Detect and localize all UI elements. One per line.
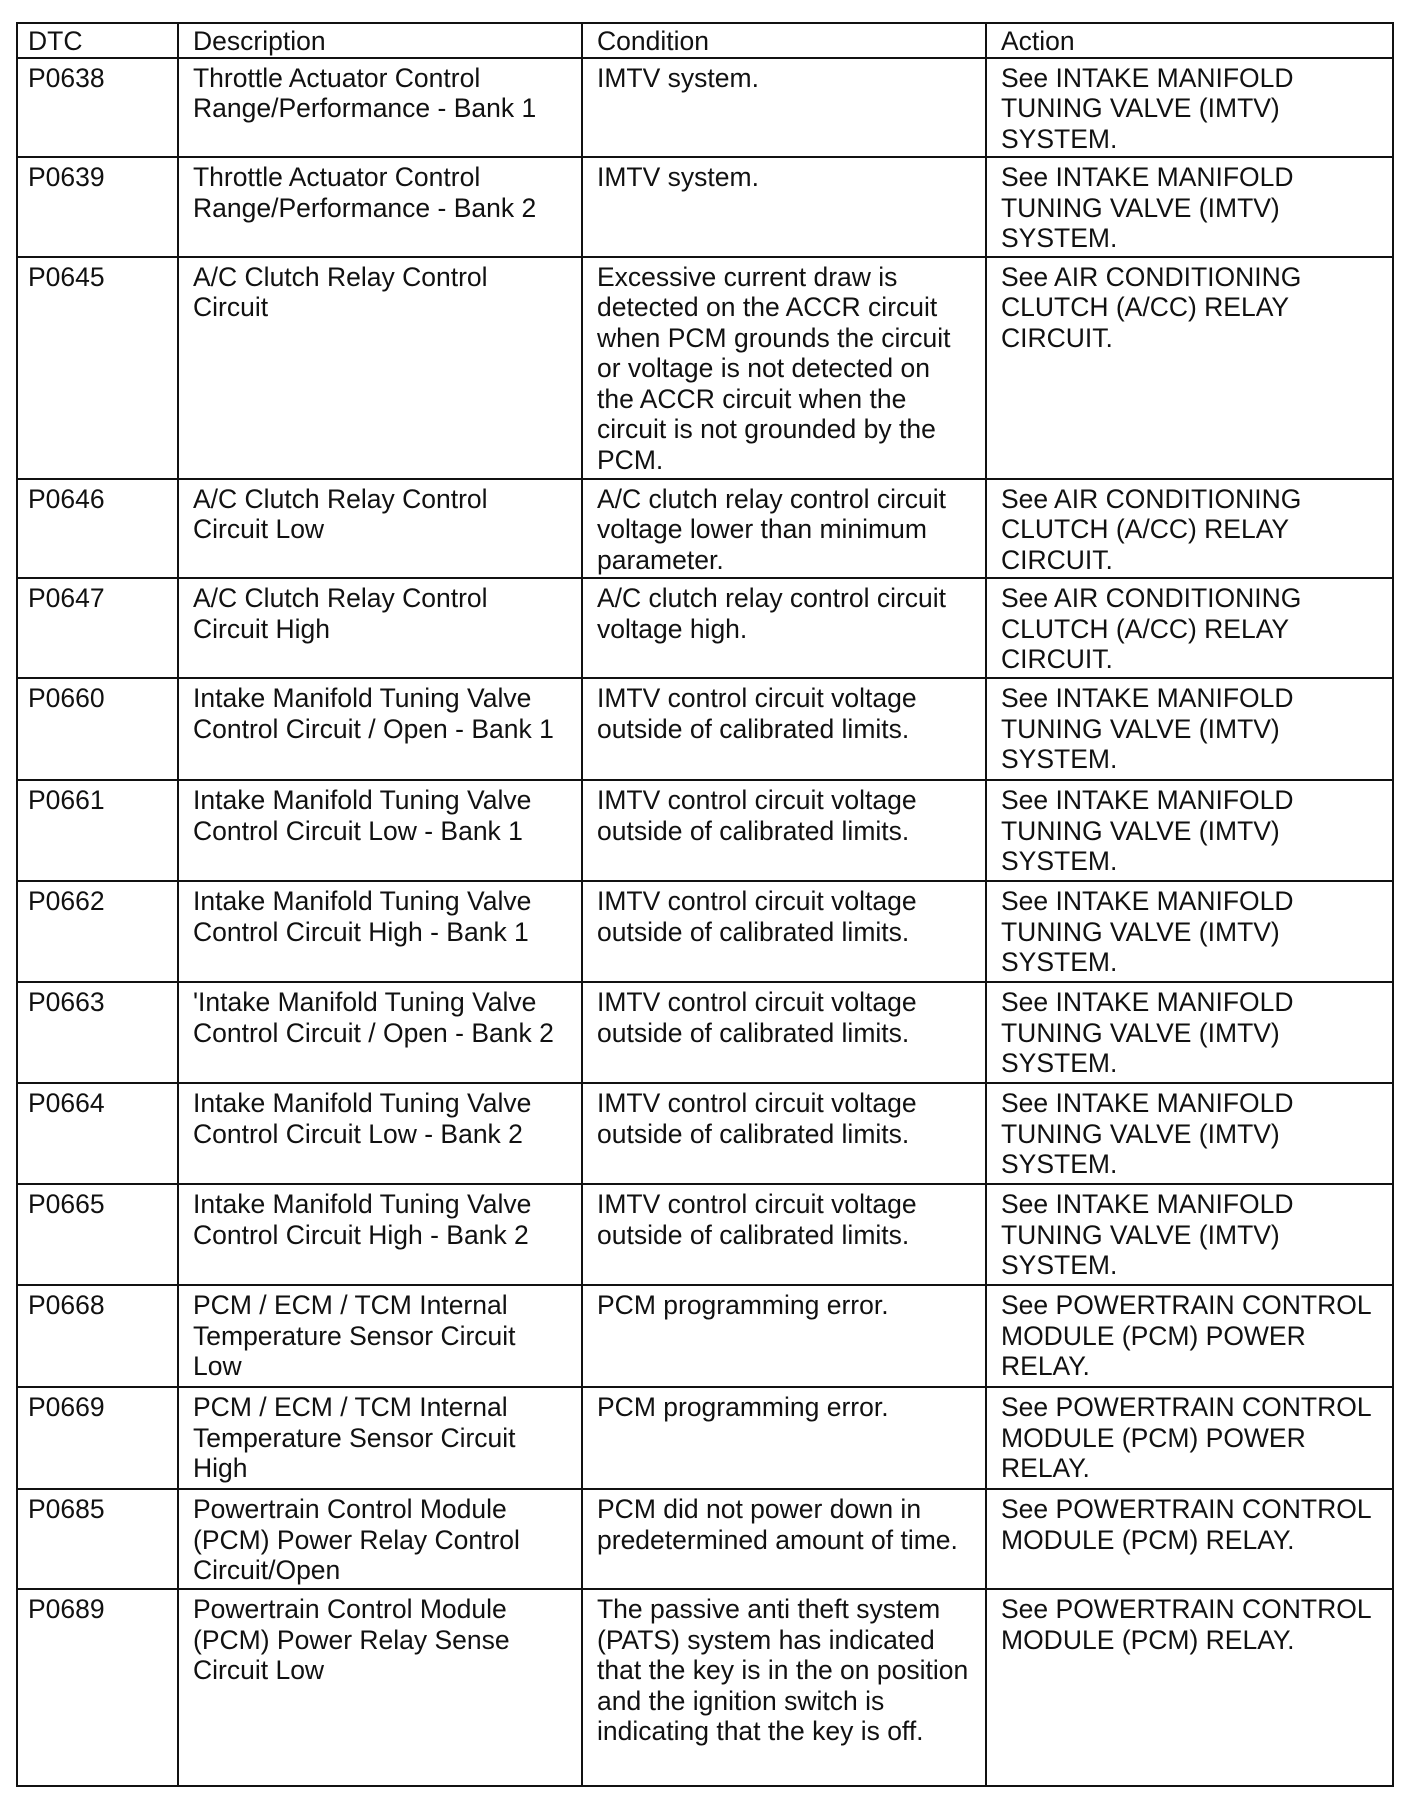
table-row — [17, 1184, 1393, 1285]
cell-condition: IMTV control circuit voltage outside of calibrated limits. — [582, 1184, 986, 1285]
table-row — [17, 982, 1393, 1083]
cell-dtc: P0668 — [17, 1285, 178, 1387]
cell-condition: PCM did not power down in predetermined amount of time. — [582, 1489, 986, 1589]
cell-condition: IMTV control circuit voltage outside of calibrated limits. — [582, 982, 986, 1083]
header-row — [17, 23, 1393, 58]
cell-condition: Excessive current draw is detected on the ACCR circuit when PCM grounds the circuit or voltage is not detected on the ACCR circuit when the circuit is not grounded by the PCM. — [582, 257, 986, 479]
cell-dtc: P0646 — [17, 479, 178, 579]
cell-action: See INTAKE MANIFOLD TUNING VALVE (IMTV) SYSTEM. — [986, 678, 1393, 780]
header-action: Action — [986, 23, 1393, 58]
cell-description: Powertrain Control Module (PCM) Power Relay Control Circuit/Open — [178, 1489, 582, 1589]
cell-condition: PCM programming error. — [582, 1285, 986, 1387]
cell-action: See POWERTRAIN CONTROL MODULE (PCM) POWER RELAY. — [986, 1285, 1393, 1387]
table-row — [17, 1083, 1393, 1184]
cell-dtc: P0647 — [17, 578, 178, 678]
cell-action: See AIR CONDITIONING CLUTCH (A/CC) RELAY CIRCUIT. — [986, 479, 1393, 579]
table-row — [17, 678, 1393, 780]
header-condition: Condition — [582, 23, 986, 58]
table-row — [17, 578, 1393, 678]
cell-description: PCM / ECM / TCM Internal Temperature Sensor Circuit Low — [178, 1285, 582, 1387]
header-description: Description — [178, 23, 582, 58]
cell-description: Intake Manifold Tuning Valve Control Circuit / Open - Bank 1 — [178, 678, 582, 780]
cell-action: See POWERTRAIN CONTROL MODULE (PCM) RELAY. — [986, 1589, 1393, 1786]
table-row — [17, 479, 1393, 579]
cell-condition: PCM programming error. — [582, 1387, 986, 1489]
cell-dtc: P0689 — [17, 1589, 178, 1786]
header-dtc: DTC — [17, 23, 178, 58]
cell-dtc: P0660 — [17, 678, 178, 780]
cell-action: See AIR CONDITIONING CLUTCH (A/CC) RELAY CIRCUIT. — [986, 578, 1393, 678]
cell-condition: IMTV system. — [582, 157, 986, 257]
cell-dtc: P0645 — [17, 257, 178, 479]
cell-dtc: P0664 — [17, 1083, 178, 1184]
cell-description: Intake Manifold Tuning Valve Control Circuit High - Bank 1 — [178, 881, 582, 982]
cell-description: A/C Clutch Relay Control Circuit High — [178, 578, 582, 678]
cell-condition: A/C clutch relay control circuit voltage high. — [582, 578, 986, 678]
cell-action: See POWERTRAIN CONTROL MODULE (PCM) POWER RELAY. — [986, 1387, 1393, 1489]
table-row — [17, 257, 1393, 479]
table-row — [17, 780, 1393, 881]
cell-description: A/C Clutch Relay Control Circuit — [178, 257, 582, 479]
table-row — [17, 58, 1393, 158]
cell-action: See INTAKE MANIFOLD TUNING VALVE (IMTV) SYSTEM. — [986, 157, 1393, 257]
cell-description: PCM / ECM / TCM Internal Temperature Sensor Circuit High — [178, 1387, 582, 1489]
cell-dtc: P0639 — [17, 157, 178, 257]
cell-dtc: P0685 — [17, 1489, 178, 1589]
cell-description: Throttle Actuator Control Range/Performance - Bank 2 — [178, 157, 582, 257]
table-row — [17, 1489, 1393, 1589]
table-row — [17, 157, 1393, 257]
table-row — [17, 1589, 1393, 1786]
cell-dtc: P0638 — [17, 58, 178, 158]
cell-action: See POWERTRAIN CONTROL MODULE (PCM) RELAY. — [986, 1489, 1393, 1589]
cell-dtc: P0662 — [17, 881, 178, 982]
dtc-table — [16, 22, 1394, 1787]
cell-dtc: P0663 — [17, 982, 178, 1083]
cell-condition: IMTV control circuit voltage outside of calibrated limits. — [582, 780, 986, 881]
cell-description: Intake Manifold Tuning Valve Control Circuit High - Bank 2 — [178, 1184, 582, 1285]
cell-action: See INTAKE MANIFOLD TUNING VALVE (IMTV) SYSTEM. — [986, 1083, 1393, 1184]
cell-action: See AIR CONDITIONING CLUTCH (A/CC) RELAY CIRCUIT. — [986, 257, 1393, 479]
cell-action: See INTAKE MANIFOLD TUNING VALVE (IMTV) SYSTEM. — [986, 58, 1393, 158]
cell-action: See INTAKE MANIFOLD TUNING VALVE (IMTV) SYSTEM. — [986, 881, 1393, 982]
cell-dtc: P0665 — [17, 1184, 178, 1285]
table-row — [17, 1285, 1393, 1387]
cell-description: 'Intake Manifold Tuning Valve Control Circuit / Open - Bank 2 — [178, 982, 582, 1083]
cell-condition: A/C clutch relay control circuit voltage lower than minimum parameter. — [582, 479, 986, 579]
cell-description: Intake Manifold Tuning Valve Control Circuit Low - Bank 2 — [178, 1083, 582, 1184]
table-row — [17, 881, 1393, 982]
cell-condition: IMTV control circuit voltage outside of calibrated limits. — [582, 1083, 986, 1184]
cell-condition: The passive anti theft system (PATS) system has indicated that the key is in the on position and the ignition switch is indicating that the key is off. — [582, 1589, 986, 1786]
cell-condition: IMTV system. — [582, 58, 986, 158]
cell-description: Throttle Actuator Control Range/Performance - Bank 1 — [178, 58, 582, 158]
table-row — [17, 1387, 1393, 1489]
cell-description: A/C Clutch Relay Control Circuit Low — [178, 479, 582, 579]
cell-condition: IMTV control circuit voltage outside of calibrated limits. — [582, 881, 986, 982]
cell-dtc: P0661 — [17, 780, 178, 881]
cell-dtc: P0669 — [17, 1387, 178, 1489]
cell-action: See INTAKE MANIFOLD TUNING VALVE (IMTV) SYSTEM. — [986, 780, 1393, 881]
cell-action: See INTAKE MANIFOLD TUNING VALVE (IMTV) SYSTEM. — [986, 982, 1393, 1083]
cell-condition: IMTV control circuit voltage outside of calibrated limits. — [582, 678, 986, 780]
cell-description: Powertrain Control Module (PCM) Power Relay Sense Circuit Low — [178, 1589, 582, 1786]
cell-action: See INTAKE MANIFOLD TUNING VALVE (IMTV) SYSTEM. — [986, 1184, 1393, 1285]
cell-description: Intake Manifold Tuning Valve Control Circuit Low - Bank 1 — [178, 780, 582, 881]
